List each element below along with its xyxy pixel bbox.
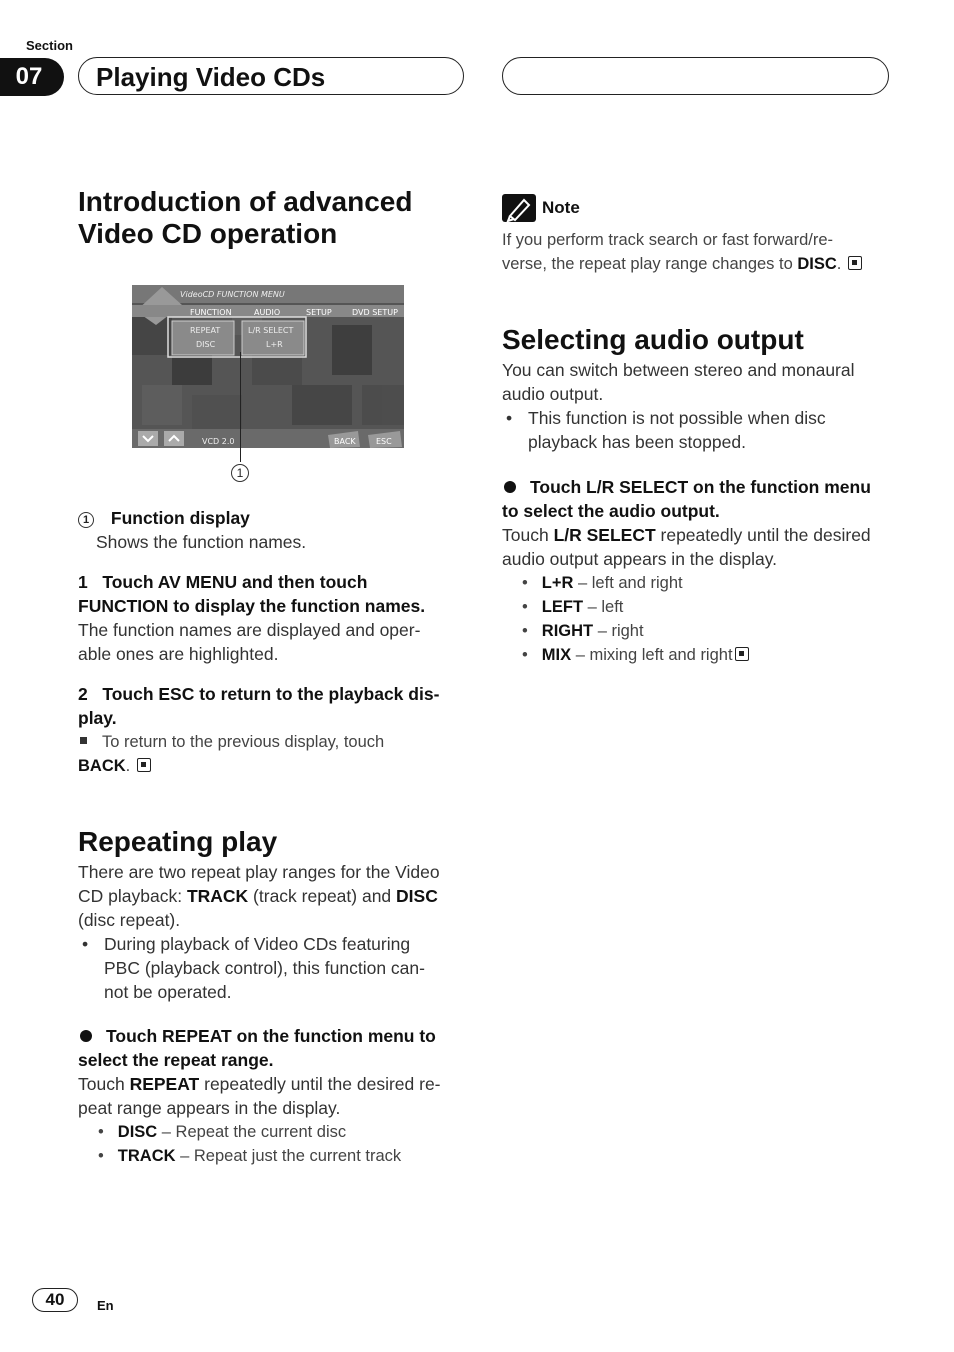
bullet-icon: • bbox=[522, 598, 528, 616]
step-1-line1: 1 Touch AV MENU and then touch bbox=[78, 572, 368, 592]
screen-tab-dvd-setup: DVD SETUP bbox=[352, 308, 398, 317]
audio-heading: Selecting audio output bbox=[502, 324, 804, 355]
list-item: • TRACK – Repeat just the current track bbox=[98, 1147, 402, 1165]
callout-item bbox=[78, 506, 468, 554]
screen-tab-setup: SETUP bbox=[306, 308, 332, 317]
list-item: • MIX – mixing left and right bbox=[522, 643, 902, 667]
step-1 bbox=[78, 570, 468, 666]
screen-lr-select-value: L+R bbox=[266, 340, 283, 349]
bullet-icon: • bbox=[522, 622, 528, 640]
repeat-heading: Repeating play bbox=[78, 826, 278, 857]
callout-item-title: Function display bbox=[110, 508, 250, 528]
callout-item-number: 1 bbox=[78, 512, 94, 528]
step-1-body-line1: The function names are displayed and oper- bbox=[78, 620, 421, 640]
bullet-icon: • bbox=[98, 1123, 104, 1141]
step-1-line2: FUNCTION to display the function names. bbox=[78, 596, 426, 616]
note-block: Note If you perform track search or fast forward/re- verse, the repeat play range changes to DISC. bbox=[502, 194, 902, 276]
step-2-line2: play. bbox=[78, 708, 117, 728]
screen-tab-audio: AUDIO bbox=[254, 308, 281, 317]
bullet-icon: • bbox=[522, 574, 528, 592]
square-bullet-icon bbox=[80, 737, 87, 744]
repeat-section: Repeating play There are two repeat play ranges for the Video CD playback: TRACK (track repeat) and DISC (disc repeat). • During playback of Video CDs featuring PBC (playback control), this function can- not be operated. bbox=[78, 826, 468, 1004]
step-2-line1: 2 Touch ESC to return to the playback dis- bbox=[78, 684, 440, 704]
step-dot-icon bbox=[504, 481, 516, 493]
bullet-icon: • bbox=[98, 1147, 104, 1165]
callout-item-desc: Shows the function names. bbox=[96, 532, 307, 552]
intro-heading: Introduction of advanced Video CD operation bbox=[78, 186, 413, 249]
pencil-note-icon bbox=[502, 194, 536, 222]
function-menu-screenshot bbox=[132, 285, 404, 448]
screen-back-button: BACK bbox=[334, 437, 356, 446]
repeat-step: Touch REPEAT on the function menu to select the repeat range. Touch REPEAT repeatedly until the desired re- peat range appears in the display. • DISC – Repeat the current disc • TRACK – Repeat just the current track bbox=[78, 1024, 470, 1168]
callout-line bbox=[240, 352, 241, 462]
screen-repeat-label: REPEAT bbox=[190, 326, 221, 335]
step-dot-icon bbox=[80, 1030, 92, 1042]
step-2-note-key: BACK bbox=[78, 757, 126, 775]
page-number: 40 bbox=[32, 1288, 78, 1312]
audio-step: Touch L/R SELECT on the function menu to select the audio output. Touch L/R SELECT repeatedly until the desired audio output appears in the display. • L+R – left and right • LEFT – left • RIGHT – right • MIX – mixing left and right bbox=[502, 475, 902, 667]
audio-section: Selecting audio output You can switch between stereo and monaural audio output. • This function is not possible when disc playback has been stopped. bbox=[502, 324, 902, 454]
language-code: En bbox=[97, 1298, 114, 1313]
callout-number: 1 bbox=[231, 464, 249, 482]
bullet-icon: • bbox=[522, 646, 528, 664]
step-1-body-line2: able ones are highlighted. bbox=[78, 644, 279, 664]
list-item: • L+R – left and right bbox=[522, 574, 683, 592]
screen-title-bar: VideoCD FUNCTION MENU bbox=[180, 290, 285, 299]
screen-lr-select-label: L/R SELECT bbox=[248, 326, 294, 335]
screen-esc-button: ESC bbox=[376, 437, 392, 446]
bullet-icon: • bbox=[82, 934, 89, 954]
end-mark-icon bbox=[848, 256, 862, 270]
end-mark-icon bbox=[137, 758, 151, 772]
section-number-badge: 07 bbox=[0, 58, 64, 96]
step-2-note-line1: To return to the previous display, touch bbox=[102, 733, 385, 751]
list-item: • DISC – Repeat the current disc bbox=[98, 1123, 347, 1141]
list-item: • RIGHT – right bbox=[522, 622, 644, 640]
screen-bottom-left-text: VCD 2.0 bbox=[202, 437, 235, 446]
list-item: • LEFT – left bbox=[522, 598, 624, 616]
note-label: Note bbox=[542, 198, 580, 217]
end-mark-icon bbox=[735, 647, 749, 661]
bullet-icon: • bbox=[506, 408, 513, 428]
step-2: 2 Touch ESC to return to the playback dis- play. To return to the previous display, touch BACK. bbox=[78, 682, 468, 778]
section-label: Section bbox=[26, 38, 73, 53]
screen-tab-function: FUNCTION bbox=[190, 308, 232, 317]
page-section-title: Playing Video CDs bbox=[96, 62, 326, 92]
screen-repeat-value: DISC bbox=[196, 340, 216, 349]
header-blank-frame bbox=[502, 57, 889, 95]
